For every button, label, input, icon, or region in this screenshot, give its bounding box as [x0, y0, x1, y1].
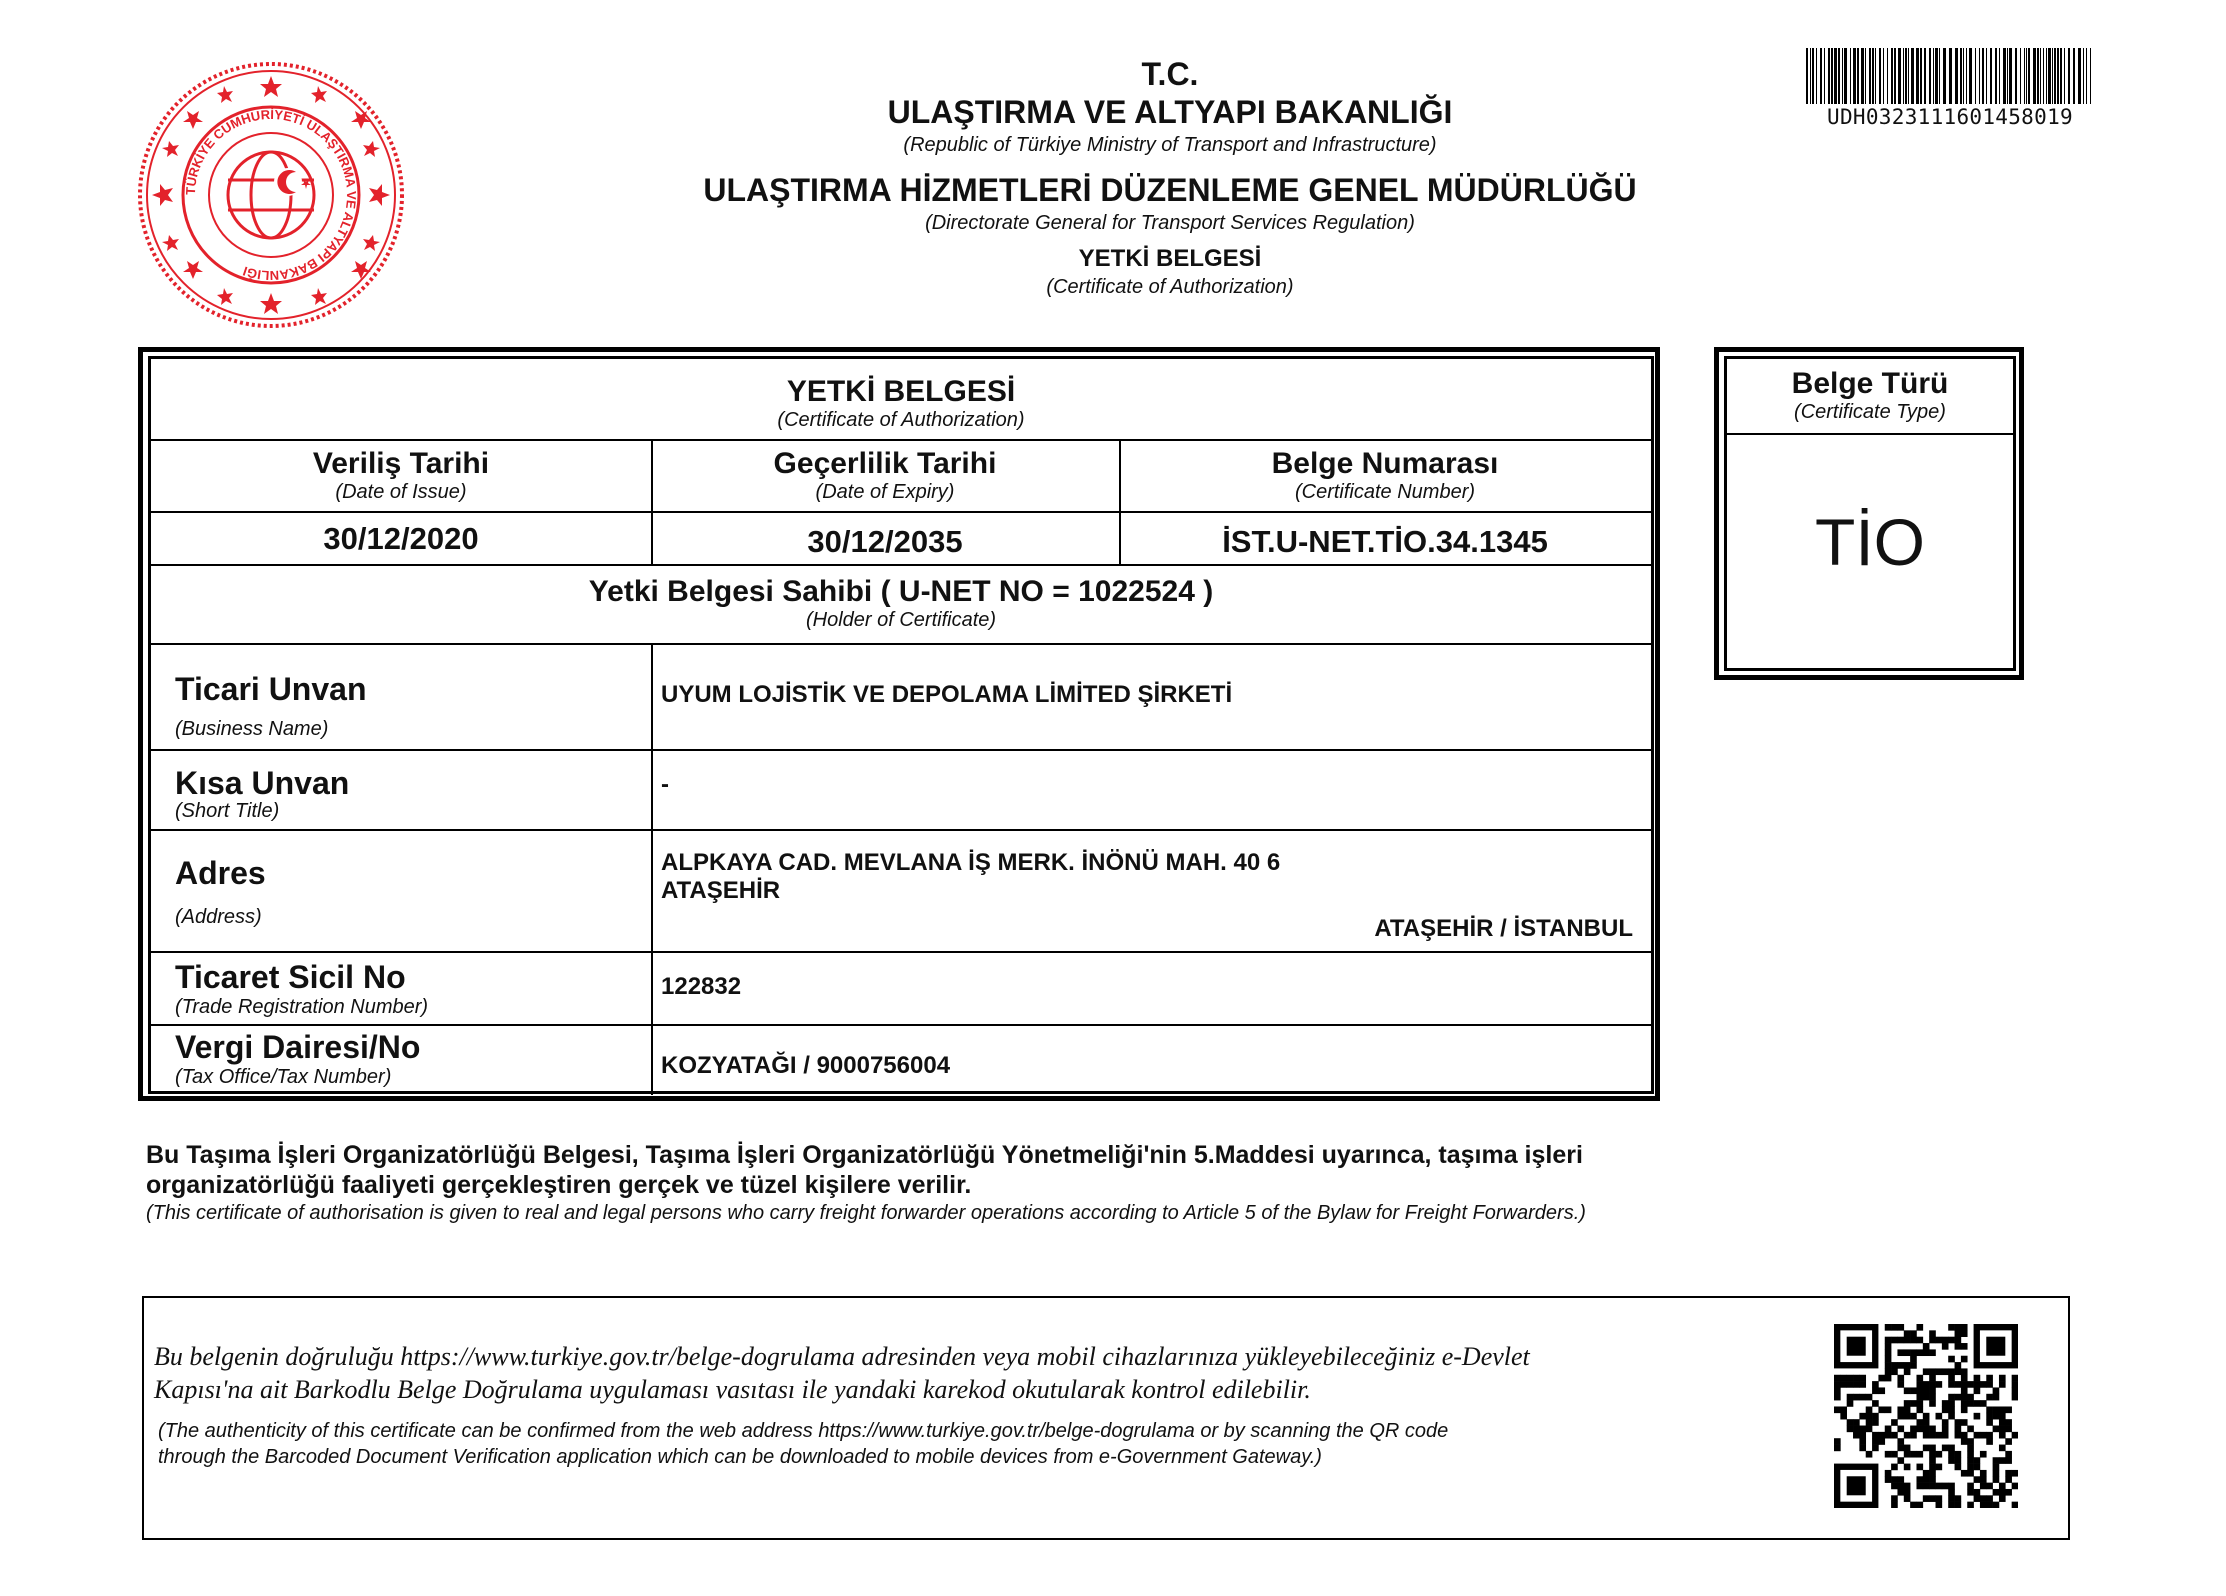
table-title-cell [151, 375, 1651, 431]
cert-number-header [1119, 447, 1651, 503]
business-name-label-en: (Business Name) [175, 718, 329, 740]
notice-line2: organizatörlüğü faaliyeti gerçekleştiren gerçek ve tüzel kişilere verilir. [146, 1171, 972, 1199]
address-city: ATAŞEHİR / İSTANBUL [1374, 915, 1633, 942]
issue-date-label-en: (Date of Issue) [335, 481, 467, 503]
verification-en-line1: (The authenticity of this certificate can be confirmed from the web address https://www.turkiye.gov.tr/belge-dogrulama or by scanning the QR code [158, 1420, 1449, 1442]
issue-date-label: Veriliş Tarihi [312, 447, 490, 480]
verification-tr-line2: Kapısı'na ait Barkodlu Belge Doğrulama uygulaması vasıtası ile yandaki karekod okutularak kontrol edilebilir. [154, 1375, 1311, 1404]
issue-date-value: 30/12/2020 [323, 521, 479, 556]
certificate-type-label-en: (Certificate Type) [1794, 401, 1946, 423]
verification-tr-line1: Bu belgenin doğruluğu https://www.turkiye.gov.tr/belge-dogrulama adresinden veya mobil cihazlarınıza yükleyebileceğiniz e-Devlet [154, 1342, 1530, 1371]
tax-office-label-en: (Tax Office/Tax Number) [175, 1066, 392, 1088]
holder-title-en: (Holder of Certificate) [805, 609, 997, 631]
qr-code-icon[interactable] [1834, 1324, 2018, 1508]
expiry-date-label: Geçerlilik Tarihi [773, 447, 997, 480]
ministry-seal [136, 60, 406, 330]
tax-office-value: KOZYATAĞI / 9000756004 [661, 1052, 951, 1079]
holder-title: Yetki Belgesi Sahibi ( U-NET NO = 1022524 ) [588, 575, 1214, 608]
directorate-name-en: (Directorate General for Transport Services Regulation) [925, 212, 1415, 234]
address-line2: ATAŞEHİR [661, 877, 781, 904]
certificate-table [148, 356, 1654, 1094]
table-title: YETKİ BELGESİ [786, 375, 1016, 408]
short-title-value: - [661, 771, 669, 798]
business-name-label: Ticari Unvan [175, 671, 367, 707]
notice-english: (This certificate of authorisation is given to real and legal persons who carry freight forwarder operations according to Article 5 of the Bylaw for Freight Forwarders.) [146, 1202, 1586, 1224]
cert-number-value: İST.U-NET.TİO.34.1345 [1222, 524, 1548, 559]
legal-notice [146, 1140, 2046, 1226]
address-label: Adres [175, 855, 266, 891]
holder-cell [151, 575, 1651, 631]
short-title-label-en: (Short Title) [175, 800, 280, 822]
seal-icon [136, 60, 406, 330]
verification-en-line2: through the Barcoded Document Verification application which can be downloaded to mobile devices from e-Government Gateway.) [158, 1446, 1322, 1468]
verification-box [142, 1296, 2070, 1540]
certificate-type-box [1724, 356, 2016, 671]
cert-number-label: Belge Numarası [1271, 447, 1499, 480]
address-line1: ALPKAYA CAD. MEVLANA İŞ MERK. İNÖNÜ MAH. 40 6 [661, 849, 1281, 876]
header-cert-title: YETKİ BELGESİ [1078, 245, 1262, 272]
ministry-name: ULAŞTIRMA VE ALTYAPI BAKANLIĞI [887, 94, 1453, 130]
trade-registration-value: 122832 [661, 973, 742, 1000]
ministry-name-en: (Republic of Türkiye Ministry of Transport and Infrastructure) [903, 134, 1437, 156]
expiry-date-label-en: (Date of Expiry) [815, 481, 955, 503]
certificate-type-value: TİO [1815, 505, 1925, 579]
barcode-number: UDH0323111601458019 [1827, 105, 2073, 129]
header-tc: T.C. [1141, 56, 1199, 92]
header-cert-title-en: (Certificate of Authorization) [1046, 276, 1294, 298]
certificate-type-header [1727, 367, 2013, 423]
address-label-en: (Address) [175, 906, 262, 928]
certificate-type-label: Belge Türü [1791, 367, 1949, 400]
trade-registration-label: Ticaret Sicil No [175, 959, 406, 995]
document-header [560, 56, 1780, 300]
table-title-en: (Certificate of Authorization) [777, 409, 1025, 431]
trade-registration-label-en: (Trade Registration Number) [175, 996, 429, 1018]
business-name-value: UYUM LOJİSTİK VE DEPOLAMA LİMİTED ŞİRKETİ [661, 681, 1233, 708]
notice-line1: Bu Taşıma İşleri Organizatörlüğü Belgesi, Taşıma İşleri Organizatörlüğü Yönetmeliği'nin 5.Maddesi uyarınca, taşıma işleri [146, 1141, 1583, 1169]
short-title-label: Kısa Unvan [175, 765, 350, 801]
issue-date-header [151, 447, 651, 503]
seal-text: TÜRKİYE CUMHURİYETİ ULAŞTIRMA VE ALTYAPI BAKANLIĞI [182, 106, 360, 284]
expiry-date-value: 30/12/2035 [807, 524, 963, 559]
tax-office-label: Vergi Dairesi/No [175, 1029, 421, 1065]
directorate-name: ULAŞTIRMA HİZMETLERİ DÜZENLEME GENEL MÜDÜRLÜĞÜ [703, 172, 1637, 208]
expiry-date-header [651, 447, 1119, 503]
barcode-icon [1806, 48, 2094, 104]
cert-number-label-en: (Certificate Number) [1294, 481, 1476, 503]
